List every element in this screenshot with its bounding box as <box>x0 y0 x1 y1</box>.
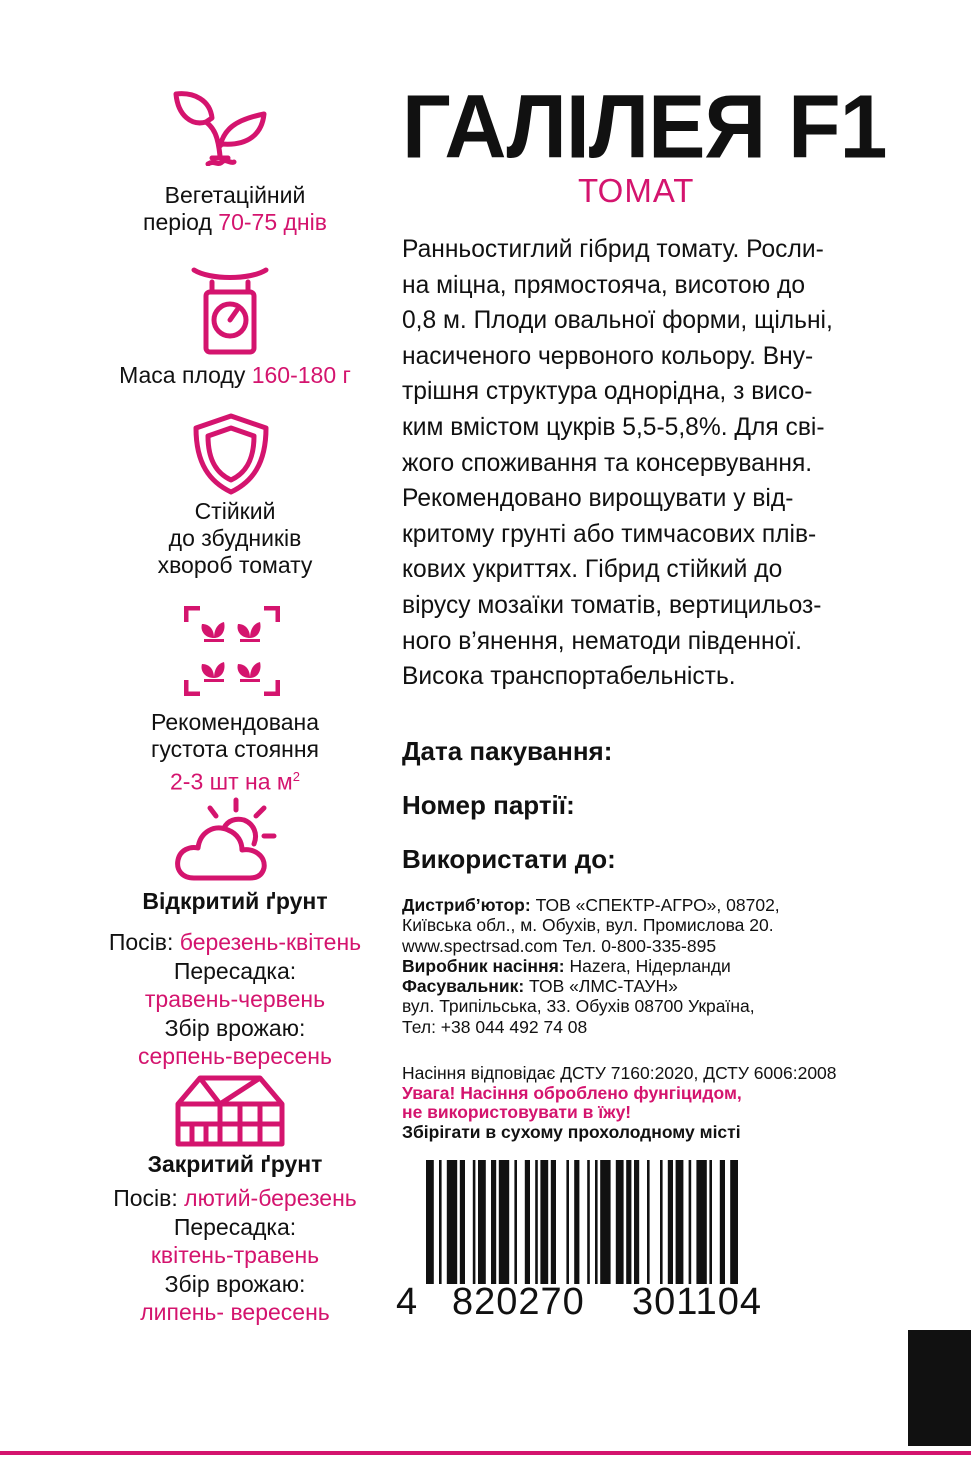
description-line: кових укриттях. Гібрид стійкий до <box>402 556 783 584</box>
barcode-bar <box>616 1160 624 1284</box>
batch-number-label: Номер партії: <box>402 790 575 820</box>
closed-ground-info <box>70 1184 400 1327</box>
barcode-bar <box>574 1160 579 1284</box>
density-line-1: Рекомендована <box>151 709 319 735</box>
closed-sow-value: лютий-березень <box>184 1185 357 1211</box>
description-line: Ранньостиглий гібрид томату. Росли- <box>402 236 824 263</box>
distributor-contacts: www.spectrsad.com Тел. 0-800-335-895 <box>402 935 717 956</box>
standard-note: Насіння відповідає ДСТУ 7160:2020, ДСТУ 6006:2008 <box>402 1063 837 1083</box>
vegetation-value: 70-75 днів <box>218 209 327 235</box>
planting-density <box>70 709 400 796</box>
barcode-left-group: 820270 <box>452 1281 585 1320</box>
pack-date-label: Дата пакування: <box>402 736 613 766</box>
barcode-bar <box>525 1160 530 1284</box>
closed-sow-label: Посів: <box>113 1185 185 1211</box>
open-harvest-value: серпень-вересень <box>138 1043 332 1069</box>
fruit-mass <box>70 362 400 389</box>
warning-line-1: Увага! Насіння оброблено фунгіцидом, <box>402 1082 742 1103</box>
resist-line-2: до збудників <box>168 525 302 551</box>
barcode-bar <box>600 1160 610 1284</box>
maker-label: Виробник насіння: <box>402 955 565 976</box>
product-description <box>402 232 922 695</box>
barcode-bar <box>626 1160 631 1284</box>
open-ground-info <box>70 928 400 1071</box>
mass-label: Маса плоду <box>119 362 252 388</box>
mass-value: 160-180 г <box>251 362 351 388</box>
product-title: ГАЛІЛЕЯ F1 <box>402 76 887 178</box>
barcode-bar <box>478 1160 486 1284</box>
notes <box>402 1064 932 1142</box>
description-line: ного в’янення, нематоди південної. <box>402 627 802 655</box>
description-line: Рекомендовано вирощувати у від- <box>402 485 794 513</box>
distributor-label: Дистриб’ютор: <box>402 895 531 915</box>
barcode-bar <box>696 1160 706 1284</box>
vegetation-label-2: період <box>143 209 219 235</box>
closed-harvest-value: липень- вересень <box>140 1299 330 1325</box>
open-transplant-label: Пересадка: <box>173 957 297 984</box>
resist-line-3: хвороб томату <box>157 552 313 578</box>
bottom-accent-line <box>0 1451 971 1455</box>
closed-ground-title: Закритий ґрунт <box>147 1151 323 1177</box>
sun-cloud-icon <box>174 796 284 884</box>
barcode-bar <box>514 1160 517 1284</box>
barcode-bar <box>460 1160 465 1284</box>
packer-address: вул. Трипільська, 33. Обухів 08700 Україна, <box>402 996 755 1017</box>
product-subtitle: ТОМАТ <box>578 172 695 209</box>
open-harvest-label: Збір врожаю: <box>164 1014 306 1041</box>
open-sow-label: Посів: <box>108 929 180 955</box>
shield-icon <box>190 412 272 496</box>
greenhouse-icon <box>174 1074 286 1148</box>
barcode-bar <box>551 1160 556 1284</box>
packer-phone: Тел: +38 044 492 74 08 <box>402 1016 588 1037</box>
barcode-right-group: 301104 <box>632 1281 762 1320</box>
barcode-bar <box>491 1160 496 1284</box>
barcode-bar <box>566 1160 569 1284</box>
packer-text: ТОВ «ЛМС-ТАУН» <box>524 976 678 997</box>
description-line: ким вмістом цукрів 5,5-5,8%. Для сві- <box>402 413 825 441</box>
barcode-bar <box>473 1160 476 1284</box>
distributor-info <box>402 895 922 1037</box>
closed-transplant-value: квітень-травень <box>150 1242 320 1268</box>
barcode <box>396 1160 796 1320</box>
scale-icon <box>190 262 270 356</box>
barcode-bar <box>595 1160 598 1284</box>
sprout-icon <box>172 86 268 166</box>
storage-note: Збірігати в сухому прохолодному місті <box>402 1121 741 1142</box>
vegetation-period <box>70 182 400 236</box>
closed-transplant-label: Пересадка: <box>173 1213 297 1240</box>
barcode-bar <box>668 1160 673 1284</box>
barcode-bar <box>660 1160 663 1284</box>
density-line-2: густота стояння <box>150 736 320 762</box>
description-line: Висока транспортабельність. <box>402 663 736 691</box>
description-line: вірусу мозаїки томатів, вертицильоз- <box>402 591 822 619</box>
description-line: насиченого червоного кольору. Вну- <box>402 342 814 370</box>
density-superscript: 2 <box>292 769 300 784</box>
density-value: 2-3 шт на м <box>170 768 293 795</box>
description-line: трішня структура однорідна, з висо- <box>402 378 813 406</box>
distributor-address: Київська обл., м. Обухів, вул. Промислова 20. <box>402 915 774 936</box>
barcode-bar <box>689 1160 692 1284</box>
resist-line-1: Стійкий <box>194 498 276 524</box>
black-block <box>908 1330 971 1446</box>
barcode-bar <box>709 1160 712 1284</box>
open-ground-title: Відкритий ґрунт <box>142 888 328 914</box>
barcode-first-digit: 4 <box>396 1281 418 1320</box>
barcode-bar <box>634 1160 639 1284</box>
barcode-bar <box>676 1160 684 1284</box>
closed-harvest-label: Збір врожаю: <box>164 1270 306 1297</box>
barcode-bar <box>647 1160 650 1284</box>
barcode-bar <box>447 1160 457 1284</box>
packer-label: Фасувальник: <box>402 976 525 997</box>
description-line: на міцна, прямостояча, висотою до <box>402 271 806 299</box>
description-line: жого споживання та консервування. <box>402 449 813 477</box>
barcode-bar <box>720 1160 725 1284</box>
description-line: критому грунті або тимчасових плів- <box>402 520 817 548</box>
maker-text: Hazera, Нідерланди <box>564 955 731 976</box>
barcode-bar <box>499 1160 509 1284</box>
planting-grid-icon <box>184 606 280 696</box>
use-by-label: Використати до: <box>402 844 616 874</box>
disease-resistance <box>70 498 400 579</box>
barcode-bar <box>535 1160 538 1284</box>
open-transplant-value: травень-червень <box>144 986 326 1012</box>
warning-line-2: не використовувати в їжу! <box>402 1102 632 1122</box>
vegetation-label: Вегетаційний <box>164 182 306 208</box>
distributor-text: ТОВ «СПЕКТР-АГРО», 08702, <box>530 895 780 915</box>
barcode-bar <box>540 1160 548 1284</box>
open-sow-value: березень-квітень <box>179 929 362 955</box>
description-line: 0,8 м. Плоди овальної форми, щільні, <box>402 307 833 335</box>
